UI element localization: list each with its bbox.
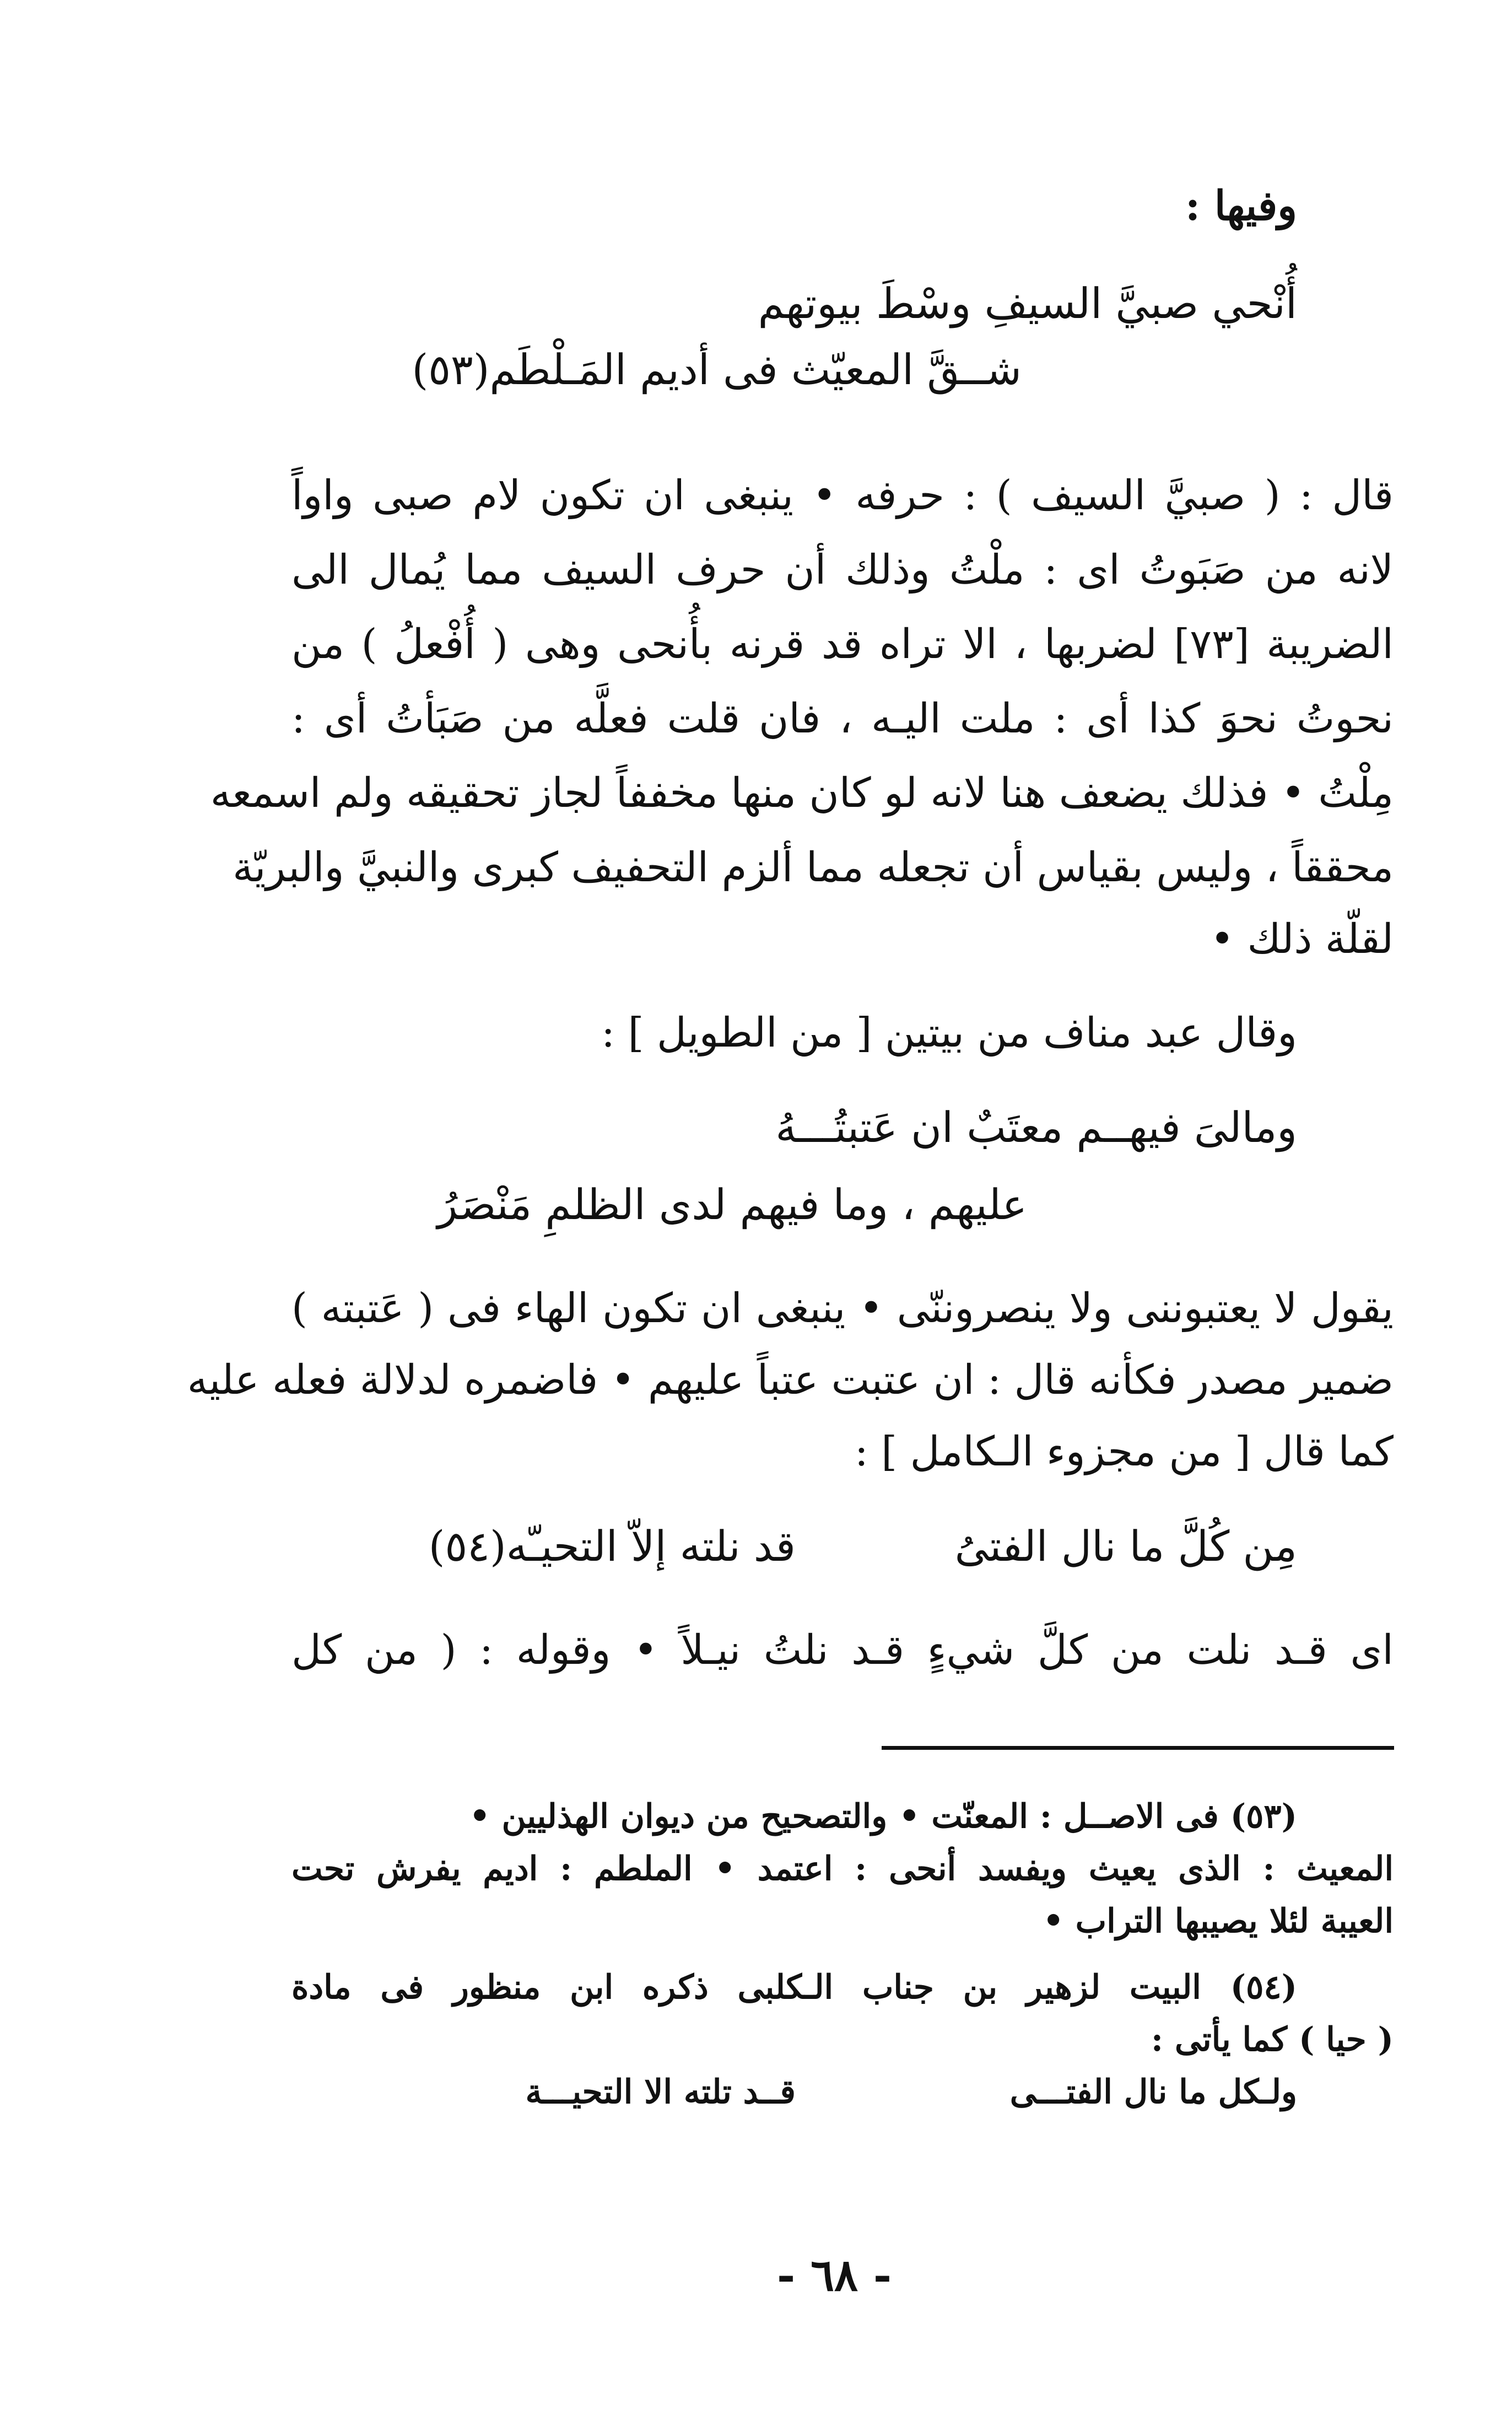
footnote-54-verse-hemistich1: ولـكل ما نال الفتـــى: [1009, 2073, 1297, 2111]
footnote-54-line1: (٥٤) البيت لزهير بن جناب الـكلبى ذكره ابن منظور فى مادة: [291, 1968, 1297, 2007]
footnote-53-line2: المعيث : الذى يعيث ويفسد أنحى : اعتمد • الملطم : اديم يفرش تحت: [291, 1850, 1394, 1888]
footnote-54-line2: ( حيا ) كما يأتى :: [1151, 2020, 1394, 2059]
verse3-hemistich2: قد نلته إلاّ التحيـّه(٥٤): [428, 1522, 796, 1571]
verse1-line2: شــقَّ المعيّث فى أديم المَـلْطَم(٥٣): [412, 345, 1022, 394]
footnote-54-verse-hemistich2: قــد تلته الا التحيـــة: [525, 2073, 796, 2111]
para2-line2: ضمير مصدر فكأنه قال : ان عتبت عتباً عليهم • فاضمره لدلالة فعله عليه: [187, 1356, 1394, 1404]
para3-line1: اى قـد نلت من كلَّ شيءٍ قـد نلتُ نيـلاً • وقوله : ( من كل: [291, 1626, 1394, 1674]
para1-line3: الضريبة [٧٣] لضربها ، الا تراه قد قرنه بأُنحى وهى ( أُفْعلُ ) من: [291, 621, 1394, 668]
intro2-line: وقال عبد مناف من بيتين [ من الطويل ] :: [601, 1009, 1297, 1057]
footnote-rule: [882, 1746, 1394, 1750]
para1-line4: نحوتُ نحوَ كذا أى : ملت اليـه ، فان قلت فعلَّه من صَبَأتُ أى :: [291, 695, 1394, 742]
para1-line2: لانه من صَبَوتُ اى : ملْتُ وذلك أن حرف السيف مما يُمال الى: [291, 546, 1394, 594]
para1-line6: محققاً ، وليس بقياس أن تجعله مما ألزم التحفيف كبرى والنبيَّ والبريّة: [233, 844, 1394, 891]
verse2-line1: ومالىَ فيهــم معتَبٌ ان عَتبتُـــهُ: [775, 1103, 1297, 1152]
footnote-53-line1: (٥٣) فى الاصــل : المعنّت • والتصحيح من ديوان الهذليين •: [469, 1797, 1297, 1836]
intro-line: وفيها :: [1185, 182, 1297, 230]
para2-line3: كما قال [ من مجزوء الـكامل ] :: [854, 1428, 1394, 1475]
para1-line1: قال : ( صبيَّ السيف ) : حرفه • ينبغى ان تكون لام صبى واواً: [291, 472, 1394, 519]
para1-line7: لقلّة ذلك •: [1210, 915, 1394, 963]
verse1-line1: أُنْحي صبيَّ السيفِ وسْطَ بيوتهم: [758, 279, 1297, 328]
verse3-hemistich1: مِن كُلَّ ما نال الفتىُ: [954, 1522, 1297, 1571]
footnote-53-line3: العيبة لئلا يصيبها التراب •: [1043, 1902, 1394, 1941]
verse2-line2: عليهم ، وما فيهم لدى الظلمِ مَنْصَرُ: [437, 1180, 1027, 1229]
page-number: - ٦٨ -: [777, 2249, 892, 2301]
para1-line5: مِلْتُ • فذلك يضعف هنا لانه لو كان منها مخففاً لجاز تحقيقه ولم اسمعه: [210, 769, 1394, 817]
para2-line1: يقول لا يعتبوننى ولا ينصروننّى • ينبغى ان تكون الهاء فى ( عَتبته ): [291, 1285, 1394, 1332]
